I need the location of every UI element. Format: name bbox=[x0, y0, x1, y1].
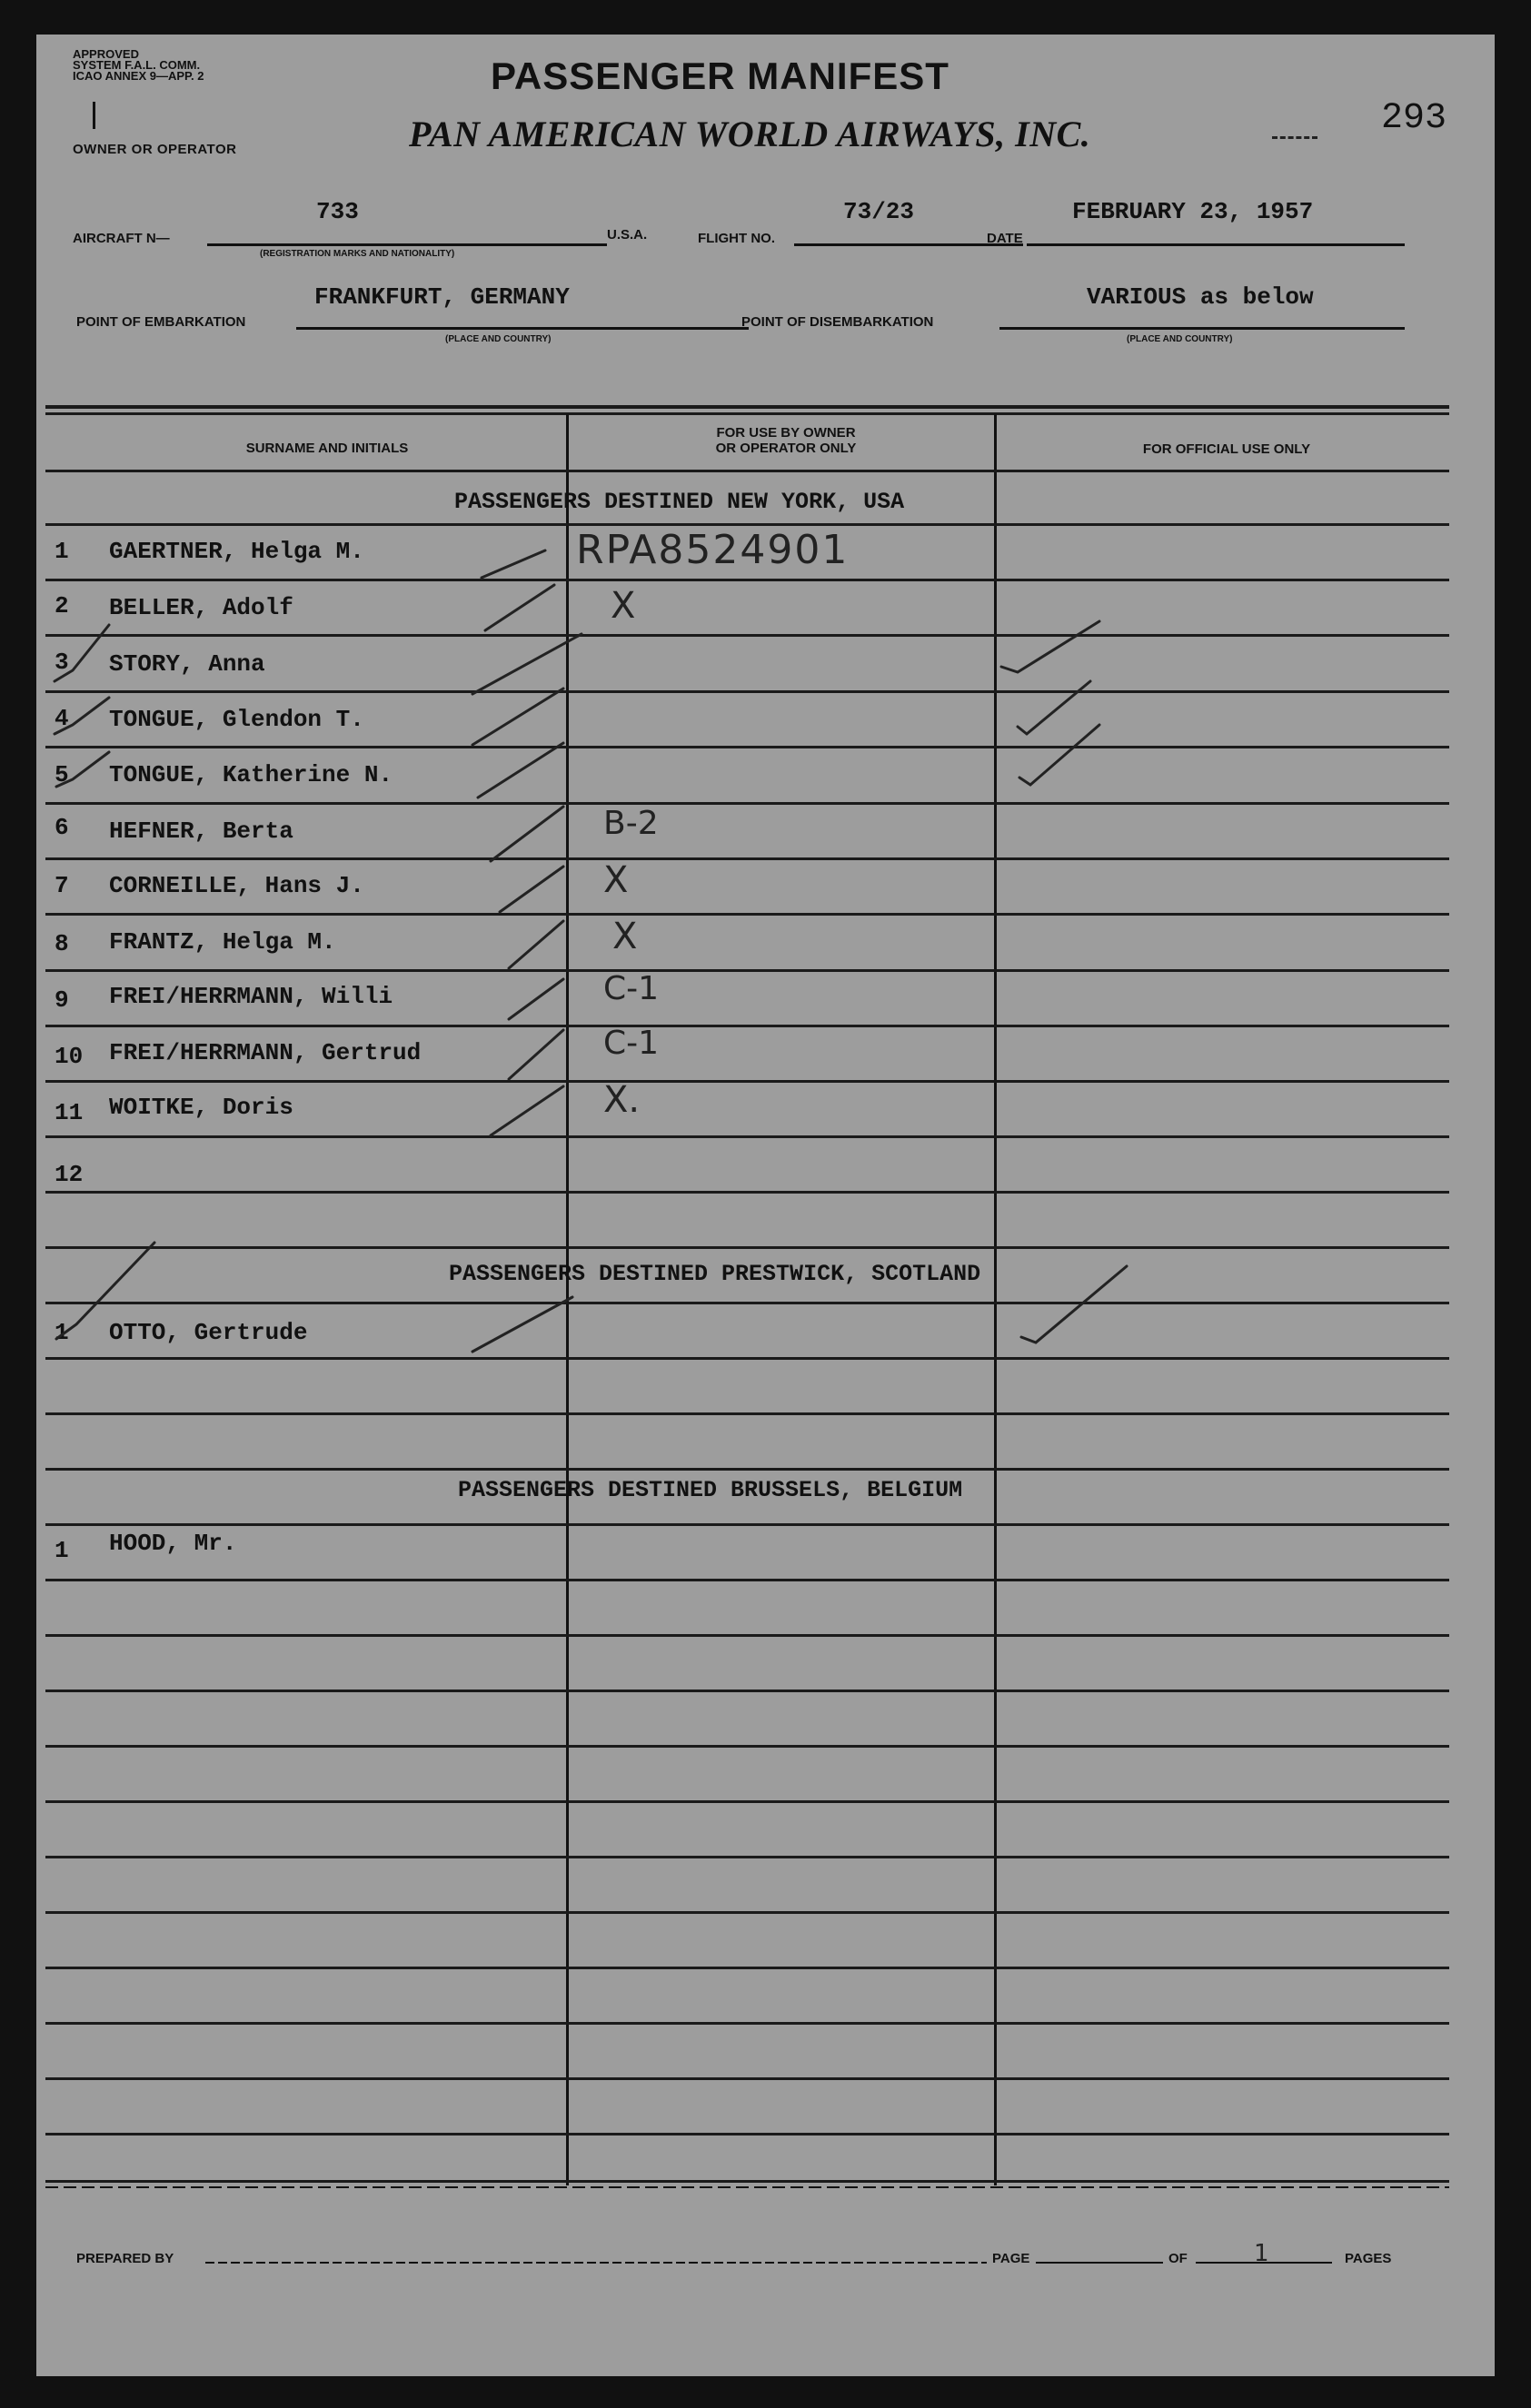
row-number: 8 bbox=[55, 930, 69, 957]
row-line bbox=[45, 1523, 1449, 1526]
row-line bbox=[45, 857, 1449, 860]
document-title: PASSENGER MANIFEST bbox=[491, 55, 949, 97]
col-official: FOR OFFICIAL USE ONLY bbox=[1142, 441, 1311, 457]
check-mark bbox=[1018, 681, 1090, 734]
usa-label: U.S.A. bbox=[607, 227, 648, 243]
check-mark bbox=[472, 689, 563, 745]
prepared-by-underline bbox=[205, 2262, 987, 2264]
check-mark bbox=[500, 867, 563, 912]
row-line bbox=[45, 1745, 1449, 1748]
row-line bbox=[45, 579, 1449, 581]
check-mark bbox=[509, 921, 563, 968]
row-line bbox=[45, 1135, 1449, 1138]
check-mark bbox=[1001, 621, 1099, 672]
column-divider-2 bbox=[994, 414, 997, 2185]
owner-operator-label: OWNER OR OPERATOR bbox=[73, 142, 237, 157]
embark-value: FRANKFURT, GERMANY bbox=[314, 283, 570, 311]
row-line bbox=[45, 1690, 1449, 1692]
check-mark bbox=[472, 634, 582, 694]
page-underline bbox=[1036, 2262, 1163, 2264]
disembark-underline bbox=[999, 327, 1405, 330]
page-number: 293 bbox=[1381, 98, 1447, 139]
passenger-name: TONGUE, Glendon T. bbox=[109, 706, 364, 733]
date-value: FEBRUARY 23, 1957 bbox=[1072, 198, 1314, 225]
passenger-name: CORNEILLE, Hans J. bbox=[109, 872, 364, 899]
embark-label: POINT OF EMBARKATION bbox=[76, 314, 246, 330]
row-number: 9 bbox=[55, 986, 69, 1014]
owner-mark: C-1 bbox=[603, 1025, 660, 1062]
row-line bbox=[45, 1800, 1449, 1803]
row-number: 10 bbox=[55, 1043, 84, 1070]
passenger-name: TONGUE, Katherine N. bbox=[109, 761, 393, 788]
row-line bbox=[45, 1191, 1449, 1194]
table-top-rule-2 bbox=[45, 412, 1449, 415]
check-mark bbox=[472, 1297, 572, 1352]
row-line bbox=[45, 1856, 1449, 1858]
row-number: 5 bbox=[55, 761, 69, 788]
row-number: 11 bbox=[55, 1099, 84, 1126]
row-line bbox=[45, 470, 1449, 472]
aircraft-value: 733 bbox=[316, 198, 359, 225]
handwritten-mark bbox=[93, 102, 95, 129]
row-line bbox=[45, 1246, 1449, 1249]
section-heading-prestwick: PASSENGERS DESTINED PRESTWICK, SCOTLAND bbox=[449, 1261, 981, 1287]
row-line bbox=[45, 913, 1449, 916]
section-heading-brussels: PASSENGERS DESTINED BRUSSELS, BELGIUM bbox=[458, 1477, 963, 1503]
row-number: 1 bbox=[55, 538, 69, 565]
row-line bbox=[45, 1468, 1449, 1471]
row-number: 3 bbox=[55, 649, 69, 676]
owner-mark: RPA8524901 bbox=[576, 527, 850, 573]
prepared-by-label: PREPARED BY bbox=[76, 2251, 174, 2266]
passenger-name: FRANTZ, Helga M. bbox=[109, 928, 336, 956]
passenger-name: FREI/HERRMANN, Gertrud bbox=[109, 1039, 422, 1066]
row-line bbox=[45, 523, 1449, 526]
disembark-value: VARIOUS as below bbox=[1087, 283, 1314, 311]
check-mark bbox=[491, 1086, 563, 1135]
row-number: 6 bbox=[55, 814, 69, 841]
row-line bbox=[45, 2133, 1449, 2135]
col-owner-use-line2: OR OPERATOR ONLY bbox=[715, 441, 857, 456]
aircraft-underline bbox=[207, 243, 607, 246]
owner-mark: C-1 bbox=[603, 970, 660, 1007]
col-surname: SURNAME AND INITIALS bbox=[245, 441, 409, 456]
row-line bbox=[45, 1911, 1449, 1914]
handwritten-checkmarks bbox=[36, 35, 1495, 2376]
passenger-name: STORY, Anna bbox=[109, 650, 265, 678]
pages-label: PAGES bbox=[1345, 2251, 1392, 2266]
row-line bbox=[45, 634, 1449, 637]
row-number: 4 bbox=[55, 705, 69, 732]
manifest-sheet bbox=[36, 35, 1495, 2376]
col-owner-use-line1: FOR USE BY OWNER bbox=[716, 425, 856, 441]
check-mark bbox=[485, 585, 554, 630]
row-line bbox=[45, 2022, 1449, 2025]
row-line bbox=[45, 802, 1449, 805]
passenger-name: BELLER, Adolf bbox=[109, 594, 293, 621]
row-number: 7 bbox=[55, 872, 69, 899]
owner-mark: X bbox=[603, 859, 629, 901]
place-note-embark: (PLACE AND COUNTRY) bbox=[445, 334, 552, 344]
check-mark bbox=[1021, 1266, 1127, 1343]
passenger-name: HOOD, Mr. bbox=[109, 1530, 237, 1557]
row-line bbox=[45, 1357, 1449, 1360]
column-divider-1 bbox=[566, 414, 569, 2185]
passenger-name: GAERTNER, Helga M. bbox=[109, 538, 364, 565]
of-label: OF bbox=[1168, 2251, 1188, 2266]
disembark-label: POINT OF DISEMBARKATION bbox=[741, 314, 934, 330]
section-heading-new-york: PASSENGERS DESTINED NEW YORK, USA bbox=[454, 489, 905, 515]
row-number: 1 bbox=[55, 1319, 69, 1346]
check-mark bbox=[509, 979, 563, 1019]
owner-mark: X. bbox=[603, 1079, 641, 1121]
row-line bbox=[45, 690, 1449, 693]
passenger-name: OTTO, Gertrude bbox=[109, 1319, 308, 1346]
date-label: DATE bbox=[987, 231, 1023, 246]
dash-mark bbox=[1272, 136, 1317, 139]
page-count: 1 bbox=[1254, 2240, 1269, 2267]
row-line bbox=[45, 1412, 1449, 1415]
row-line bbox=[45, 1025, 1449, 1027]
row-number: 2 bbox=[55, 592, 69, 619]
owner-mark: X bbox=[612, 916, 638, 957]
passenger-name: WOITKE, Doris bbox=[109, 1094, 293, 1121]
airline-name: PAN AMERICAN WORLD AIRWAYS, INC. bbox=[409, 114, 1091, 154]
date-underline bbox=[1027, 243, 1405, 246]
approval-note: APPROVED SYSTEM F.A.L. COMM. ICAO ANNEX 9—APP. 2 bbox=[73, 47, 204, 83]
row-line bbox=[45, 2077, 1449, 2080]
row-number: 1 bbox=[55, 1537, 69, 1564]
embark-underline bbox=[296, 327, 749, 330]
table-bottom-rule bbox=[45, 2180, 1449, 2183]
check-mark bbox=[482, 550, 545, 578]
table-top-rule bbox=[45, 405, 1449, 409]
owner-mark: B-2 bbox=[603, 805, 659, 842]
row-line bbox=[45, 1080, 1449, 1083]
table-bottom-dashed-rule bbox=[45, 2186, 1449, 2188]
row-line bbox=[45, 746, 1449, 748]
row-line bbox=[45, 1302, 1449, 1304]
row-line bbox=[45, 1634, 1449, 1637]
flight-value: 73/23 bbox=[843, 198, 915, 225]
owner-mark: X bbox=[611, 585, 636, 627]
col-owner-use bbox=[572, 425, 999, 456]
row-line bbox=[45, 1967, 1449, 1969]
place-note-disembark: (PLACE AND COUNTRY) bbox=[1127, 334, 1233, 344]
passenger-name: FREI/HERRMANN, Willi bbox=[109, 983, 393, 1010]
registration-note: (REGISTRATION MARKS AND NATIONALITY) bbox=[260, 249, 455, 259]
check-mark bbox=[478, 743, 563, 798]
check-mark bbox=[1019, 725, 1099, 785]
check-mark bbox=[509, 1030, 563, 1079]
aircraft-label: AIRCRAFT N— bbox=[73, 231, 170, 246]
row-line bbox=[45, 1579, 1449, 1581]
passenger-name: HEFNER, Berta bbox=[109, 818, 293, 845]
row-line bbox=[45, 969, 1449, 972]
page-label: PAGE bbox=[992, 2251, 1030, 2266]
row-number: 12 bbox=[55, 1161, 84, 1188]
flight-label: FLIGHT NO. bbox=[698, 231, 775, 246]
check-mark bbox=[491, 807, 563, 861]
